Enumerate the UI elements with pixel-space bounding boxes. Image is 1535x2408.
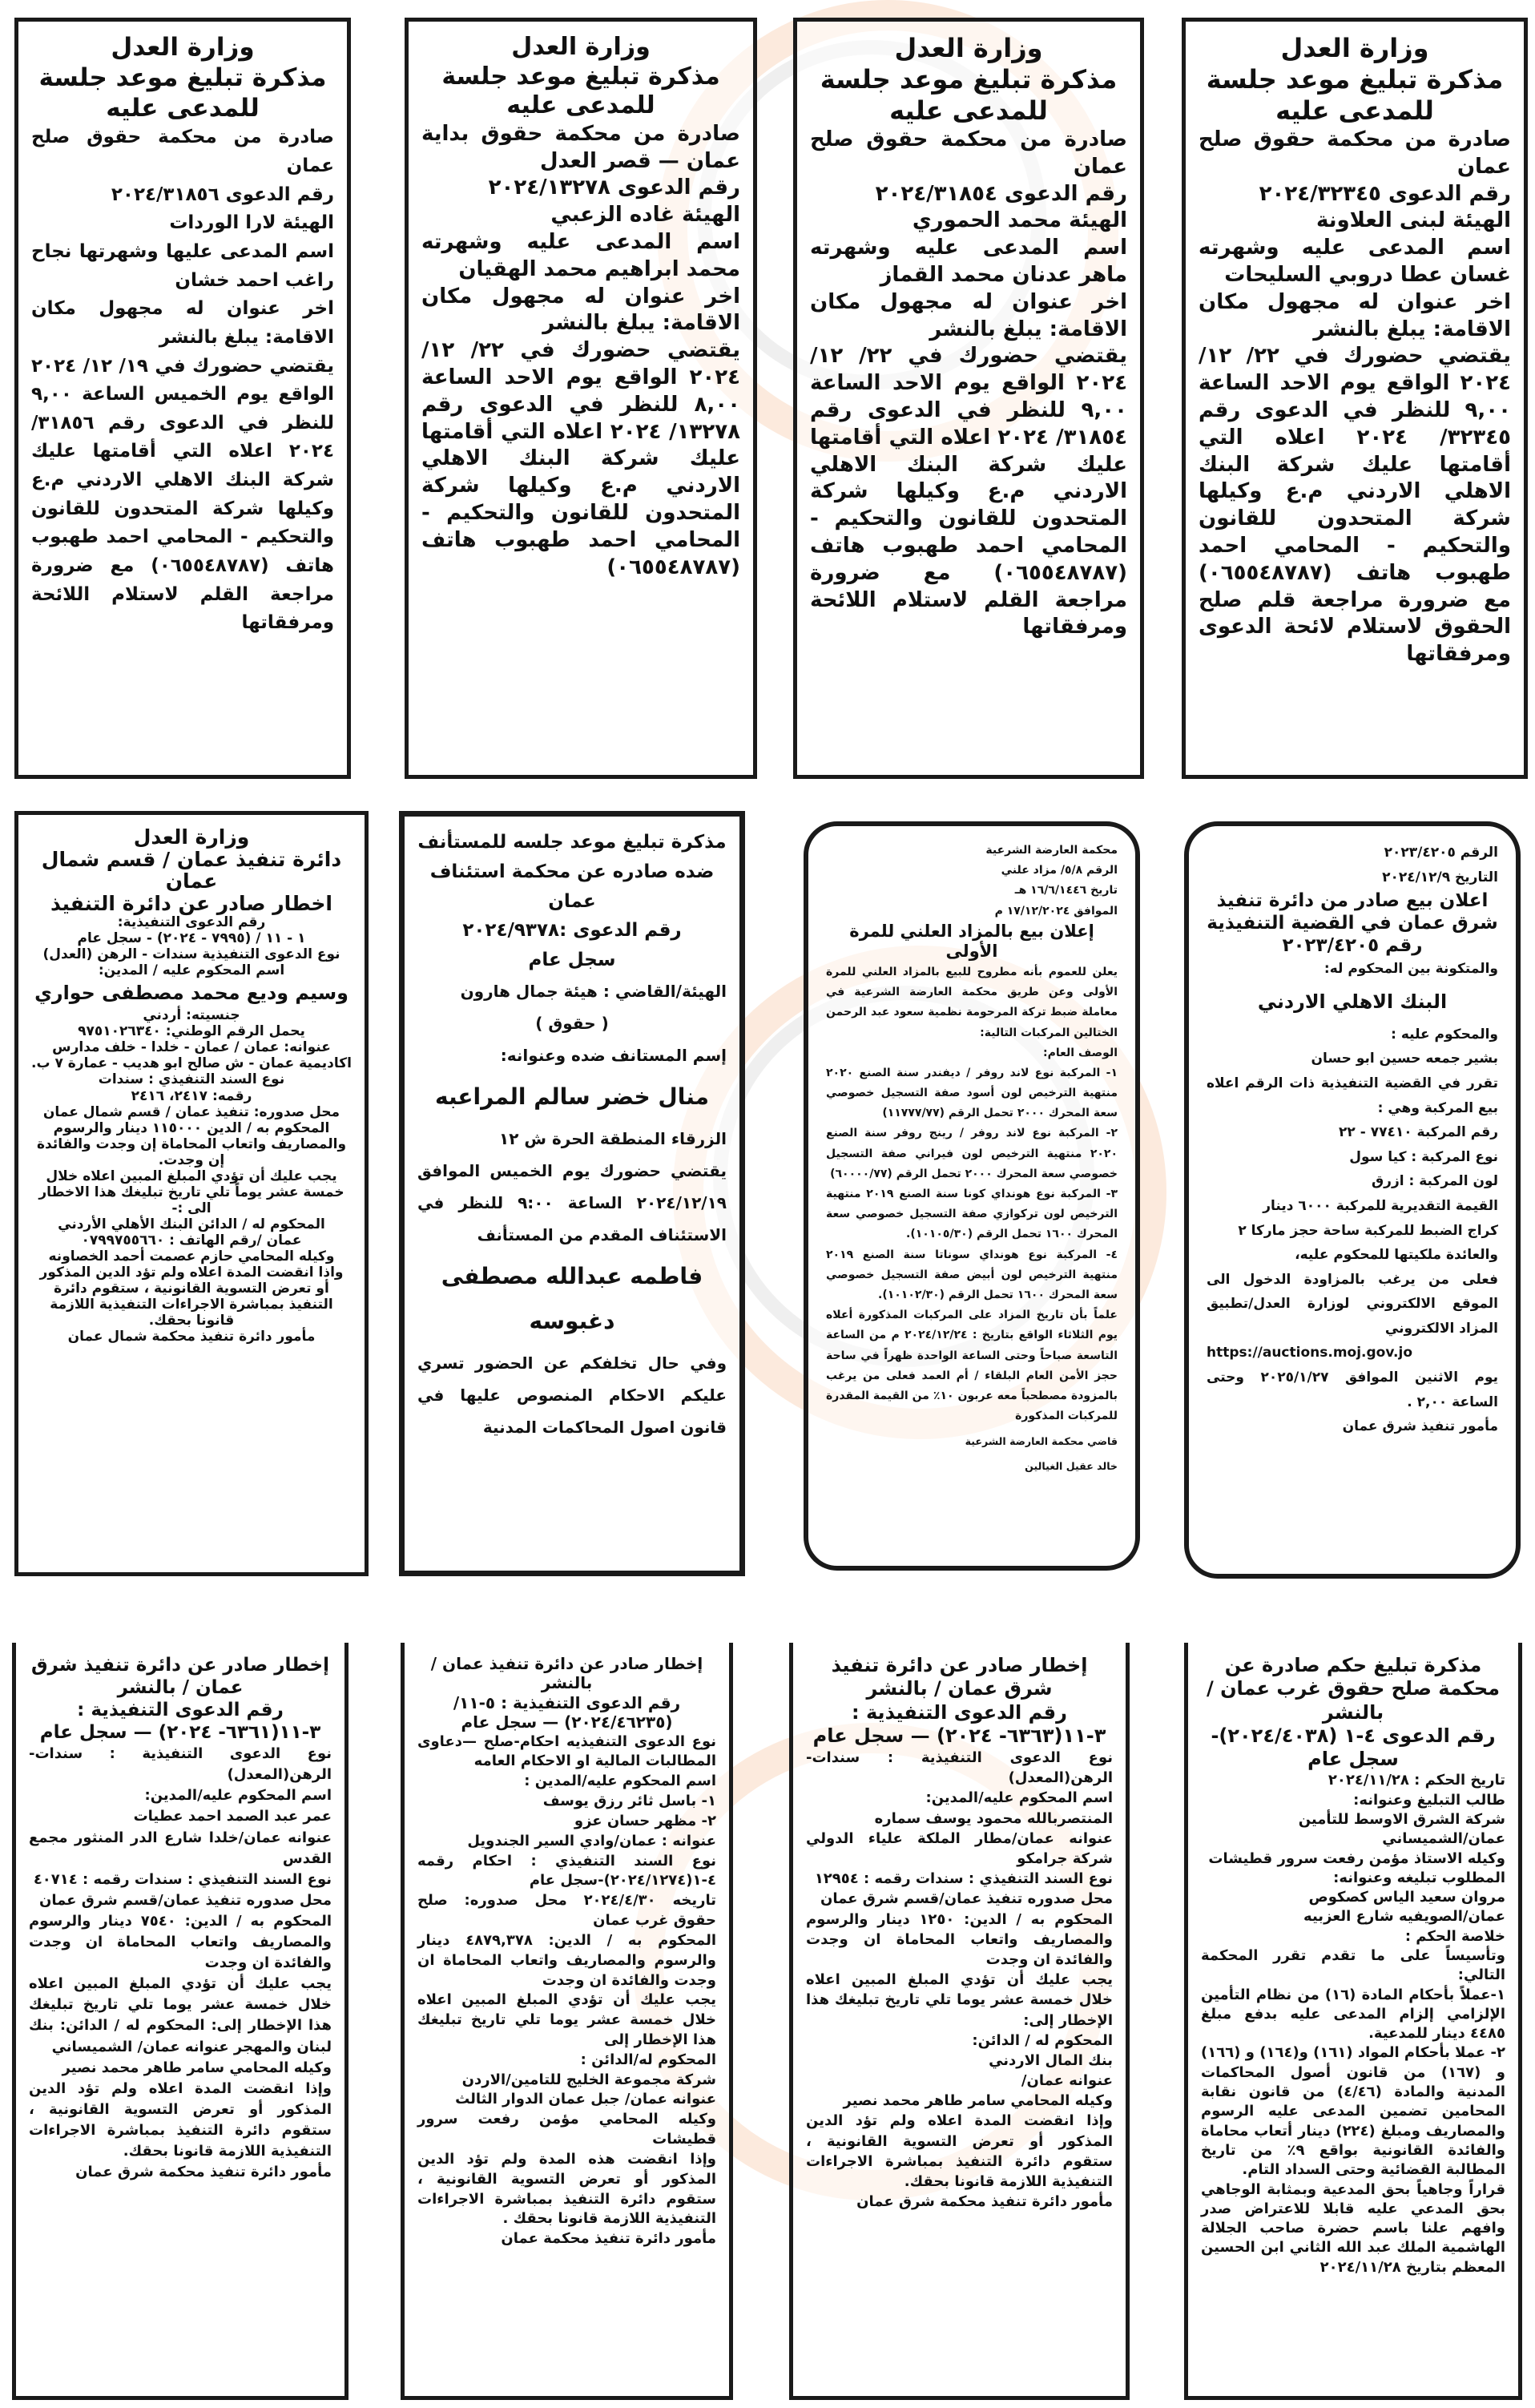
notice-line: ٢- المركبة نوع لاند روفر / رينج روفر سنة الصنع ٢٠٢٠ منتهية الترخيص لون فيراني صفة التسجيل خصوصي سعة المحرك ٢٠٠٠ تحمل الرقم (٦٠٠٠٠/٧٧) (826, 1127, 1118, 1180)
notice-judgment-west-amman (1184, 1643, 1522, 2400)
notice-line: نوع الدعوى التنفيذية سندات - الرهن (العدل) (42, 946, 340, 963)
notice-meta-line: محكمة العارضة الشرعية (985, 844, 1118, 857)
notice-line: نوع الدعوى التنفيذيه احكام-صلح —دعاوى المطالبات المالية او الاحكام العامه (417, 1732, 716, 1770)
notice-line: نوع الدعوى التنفيذية : سندات-الرهن(المعدل) (806, 1749, 1113, 1787)
notice-line: علماً بأن تاريخ المزاد على المركبات المذكورة أعلاه يوم الثلاثاء الواقع بتاريخ : ٢٠٢٤/١٢/٢٤ م من الساعة التاسعة صباحاً وحتى الساعة الواحدة ظهراً في ساحة حجز الأمن العام البلقاء / أم العمد فعلى من يرغب بالمزودة مصطحباً معه عربون ١٠٪ من القيمة المقدرة للمركبات المذكورة (826, 1309, 1118, 1423)
notice-heading: رقم الدعوى التنفيذية : (77, 1700, 284, 1721)
notice-heading: رقم الدعوى التنفيذية : ٥-١١/ (453, 1692, 681, 1712)
notice-line: عنوانه عمان/ (1021, 2072, 1113, 2090)
notice-line: صادرة من محكمة حقوق صلح عمان (31, 127, 334, 177)
notice-line: وكيله الاستاذ مؤمن رفعت سرور قطيشات (1208, 1849, 1505, 1867)
notice-line: عمر عبد الصمد احمد عطيات (133, 1808, 332, 1825)
notice-line: https://auctions.moj.gov.jo (1207, 1345, 1413, 1361)
notice-line: اسم المحكوم عليه/المدين : (524, 1773, 716, 1790)
notice-line: وكيله المحامي مؤمن رفعت سرور قطيشات (417, 2111, 716, 2148)
notice-line: تقرر في القضية التنفيذية ذات الرقم اعلاه بيع المركبة وهي : (1207, 1075, 1498, 1116)
notice-line: الوصف العام: (1043, 1046, 1118, 1059)
notice-meta-line: التاريخ ٢٠٢٤/١٢/٩ (1382, 869, 1498, 885)
notice-line: بنك المال الاردني (989, 2051, 1113, 2069)
notice-line: يقتضي حضورك يوم الخميس الموافق ٢٠٢٤/١٢/١٩ الساعة ٩:٠٠ للنظر في الاستئناف المقدم من المستأنف (417, 1160, 727, 1244)
notice-line: فاطمه عبدالله مصطفى دغبوسه (441, 1262, 703, 1334)
notice-line: يجب عليك أن تؤدي المبلغ المبين اعلاه خلال خمسة عشر يوماً تلي تاريخ تبليغك هذا الاخطار الى :- (38, 1168, 344, 1216)
notice-line: عنوانه عمان/مطار الملكة علياء الدولي شركة جرامكو (806, 1829, 1113, 1867)
notice-line: رقم الدعوى ٢٠٢٤/٣١٨٥٦ (111, 184, 334, 205)
notice-line: عمان/الصويفيه شارع العزبيه (1303, 1908, 1505, 1926)
notice-execution-46235 (401, 1643, 733, 2400)
notice-heading: إخطار صادر عن دائرة تنفيذ شرق عمان / بالنشر (831, 1654, 1088, 1700)
notice-sharia-auction (804, 821, 1140, 1571)
notice-line: يجب عليك أن تؤدي المبلغ المبين اعلاه خلال خمسة عشر يوما تلي تاريخ تبليغك هذا الإخطار إلى (417, 1991, 716, 2048)
notice-line: رقم الدعوى ٢٠٢٤/١٣٢٧٨ (488, 175, 740, 200)
notice-heading: وزارة العدل (511, 33, 651, 61)
notice-line: واذا انقضت المدة اعلاه ولم تؤد الدين المذكور أو تعرض التسوية القانونية ، ستقوم دائرة التنفيذ بمباشرة الاجراءات التنفيذية اللازمة قانونا بحقك. (39, 1265, 344, 1329)
notice-heading: مذكرة تبليغ موعد جلسة للمدعى عليه (1206, 64, 1504, 127)
notice-line: عنوانه : عمان/وادي السير الجندويل (467, 1832, 716, 1849)
notice-heading: مذكرة تبليغ موعد جلسة للمدعى عليه (820, 64, 1118, 127)
notice-heading: وزارة العدل (111, 33, 255, 62)
notice-line: المحكوم له / الدائن: (972, 2031, 1113, 2049)
notice-line: الهيئة لبنى العلاونة (1315, 208, 1511, 233)
notice-line: نوع السند التنفيذي : سندات رقمه : ٤٠٧١٤ (33, 1870, 332, 1888)
notice-heading: إعلان بيع بالمزاد العلني للمرة الأولى (849, 921, 1094, 962)
notice-heading: رقم الدعوى التنفيذية : (852, 1700, 1067, 1724)
notice-line: اسم المدعى عليها وشهرتها نجاح راغب احمد خشان (31, 241, 334, 291)
notice-line: ٢- عملا بأحكام المواد (١٦١) و(١٦٤) و (١٦٦) و (١٦٧) من قانون أصول المحاكمات المدنية والمادة (٤/٤٦) من قانون نقابة المحامين تضمين المدعى عليه الرسوم والمصاريف ومبلغ (٢٢٤) دينار أتعاب محاماة والفائدة القانونية بواقع ٩٪ من تاريخ المطالبة القضائية وحتى السداد التام. (1201, 2044, 1506, 2179)
notice-line: طالب التبليغ وعنوانه: (1353, 1791, 1505, 1809)
notice-execution-north-amman (14, 811, 369, 1576)
notice-hearing-32345 (1182, 18, 1528, 779)
notice-line: وإذا انقضت المدة اعلاه ولم تؤد الدين المذكور أو تعرض التسوية القانونية ، ستقوم دائرة التنفيذ بمباشرة الاجراءات التنفيذية اللازمة قانونا بحقك. (806, 2112, 1113, 2190)
notice-appeal-hearing (399, 811, 745, 1576)
notice-meta-line: الرقم ٢٠٢٣/٤٢٠٥ (1384, 845, 1498, 861)
notice-line: القيمة التقديرية للمركبة ٦٠٠٠ دينار (1263, 1197, 1498, 1214)
notice-line: الزرقاء المنطقة الحرة ش ١٢ (499, 1128, 727, 1148)
notice-line: اسم المحكوم عليه / المدين: (98, 962, 285, 979)
notice-line: خلاصة الحكم : (1404, 1927, 1505, 1945)
notice-heading: مذكرة تبليغ موعد جلسة للمدعى عليه (38, 63, 327, 123)
notice-line: ٣- المركبة نوع هونداي كونا سنة الصنع ٢٠١٩ منتهية الترخيص لون تركوازي صفة التسجيل خصوصي سعة المحرك ١٦٠٠ تحمل الرقم (١٠١٠٥/٣٠). (826, 1188, 1118, 1241)
notice-line: شركة الشرق الاوسط للتأمين (1298, 1810, 1505, 1828)
notice-heading: (٢٠٢٤/٤٦٢٣٥) — سجل عام (461, 1712, 673, 1732)
notice-line: بشير جمعه حسين ابو حسان (1311, 1051, 1498, 1067)
notice-line: مروان سعيد الياس كصكوص (1308, 1889, 1505, 1906)
notice-line: مأمور تنفيذ شرق عمان (1342, 1418, 1498, 1435)
notice-heading: سجل عام (1307, 1748, 1399, 1771)
notice-line: عنوانه عمان/ جبل عمان الدوار الثالث (455, 2091, 716, 2108)
notice-heading: رقم الدعوى ٤-١ (٢٠٢٤/٤٠٣٨)- (1211, 1724, 1496, 1747)
notice-hearing-31856 (14, 18, 351, 779)
notice-execution-6363 (789, 1643, 1130, 2400)
notice-line: كراج الضبط للمركبة ساحة حجز ماركا ٢ (1238, 1222, 1498, 1239)
notice-line: وإذا انقضت المدة اعلاه ولم تؤد الدين المذكور أو تعرض التسوية القانونية ، ستقوم دائرة التنفيذ بمباشرة الاجراءات التنفيذية اللازمة قانونا بحقك. (29, 2079, 332, 2160)
notice-line: نوع السند التنفيذي : سندات (98, 1071, 285, 1088)
notice-line: فعلى من يرغب بالمزاودة الدخول الى الموقع الالكتروني لوزارة العدل/تطبيق المزاد الالكتروني (1207, 1271, 1498, 1337)
notice-line: الهيئة غاده الزعبي (550, 203, 740, 228)
notice-meta-line: الرقم ٥/٨/ مزاد علني (1001, 864, 1118, 877)
notice-line: يجب عليك أن تؤدي المبلغ المبين اعلاه خلال خمسة عشر يوما تلي تاريخ تبليغك هذا الإخطار إلى: المحكوم له / الدائن: بنك لبنان والمهجر عنوانه عمان/ الشميساني (29, 1975, 332, 2055)
notice-line: اسم المدعى عليه وشهرته ماهر عدنان محمد القماز (810, 236, 1127, 288)
notice-line: وتأسيساً على ما تقدم تقرر المحكمة التالي: (1201, 1947, 1505, 1984)
notice-line: رقم الدعوى ٢٠٢٤/٣١٨٥٤ (875, 181, 1127, 206)
notice-heading: وزارة العدل (133, 825, 250, 849)
notice-heading: دائرة تنفيذ عمان / قسم شمال عمان (41, 847, 342, 893)
notice-line: مأمور دائرة تنفيذ محكمة عمان (501, 2230, 716, 2248)
notice-line: صادرة من محكمة حقوق صلح عمان (810, 127, 1127, 179)
notice-line: اسم المدعى عليه وشهرته محمد ابراهيم محمد الهقيان (421, 229, 740, 281)
notice-line: عنوانه: عمان / عمان - خلدا - خلف مدارس اكاديمية عمان - ش صالح ابو هديب - عمارة ٧ ب. (31, 1039, 352, 1072)
notice-meta-line: الموافق ١٧/١٢/٢٠٢٤ م (994, 904, 1118, 918)
notice-line: اخر عنوان له مجهول مكان الاقامة: يبلغ بالنشر (421, 284, 740, 336)
notice-line: ١- المركبة نوع لاند روفر / ديفندر سنة الصنع ٢٠٢٠ منتهية الترخيص لون أسود صفة التسجيل خصوصي سعة المحرك ٢٠٠٠ تحمل الرقم (١١٧٧٧/٧٧) (826, 1066, 1118, 1120)
notice-signature: قاضي محكمة العارضة الشرعية (965, 1435, 1118, 1448)
notice-heading: مذكرة تبليغ موعد جلسة للمدعى عليه (441, 62, 720, 120)
notice-heading: مذكرة تبليغ حكم صادرة عن محكمة صلح حقوق غرب عمان /بالنشر (1206, 1654, 1501, 1724)
notice-line: شركة مجموعة الخليج للتامين/الاردن (461, 2071, 716, 2088)
notice-line: اسم المحكوم عليه/المدين: (925, 1789, 1113, 1807)
notice-line: اخر عنوان له مجهول مكان الاقامة: يبلغ بالنشر (810, 289, 1127, 341)
notice-line: ١- باسل ثائر رزق يوسف (542, 1793, 716, 1810)
notice-line: والمتكونة بين المحكوم له: (1323, 961, 1498, 978)
notice-line: مأمور دائرة تنفيذ محكمة شمال عمان (67, 1329, 316, 1345)
notice-line: رقمه: ٢٤١٧، ٢٤١٦ (131, 1087, 252, 1104)
notice-line: جنسيته: أردني (143, 1007, 240, 1024)
notice-heading: اخطار صادر عن دائرة التنفيذ (50, 891, 332, 915)
notice-line: وكيله المحامي حازم عصمت أحمد الخصاونه (48, 1248, 335, 1265)
notice-sale-east-amman (1184, 821, 1521, 1579)
notice-execution-6361 (12, 1643, 348, 2400)
notice-line: وإذا انقضت هذه المدة ولم تؤد الدين المذكور أو تعرض التسوية القانونية ، ستقوم دائرة التنفيذ بمباشرة الاجراءات التنفيذية اللازمة قانونا بحقك . (417, 2150, 716, 2228)
notice-line: محل صدوره تنفيذ عمان/قسم شرق عمان (38, 1891, 332, 1909)
notice-line: عمان/الشميساني (1382, 1830, 1505, 1848)
notice-line: الهيئة/القاضي : هيئة جمال هارون (460, 981, 727, 1001)
notice-heading: وزارة العدل (894, 33, 1043, 63)
notice-meta-line: تاريخ ١٦/٦/١٤٤٦ هـ (1014, 884, 1118, 897)
notice-line: يقتضي حضورك في ٢٢/ ١٢/ ٢٠٢٤ الواقع يوم الاحد الساعة ٩,٠٠ للنظر في الدعوى رقم ٣١٨٥٤/ ٢٠٢٤ اعلاه التي أقامتها عليك شركة البنك الاهلي الاردني م.ع وكيلها شركة المتحدون للقانون والتحكيم - المحامي احمد طهبوب هاتف (٠٦٥٥٤٨٧٨٧) مع ضرورة مراجعة القلم لاستلام اللائحة ومرفقاتها (810, 344, 1127, 639)
notice-line: ١ - ١١ / (٧٩٩٥ - ٢٠٢٤) - سجل عام (77, 930, 306, 947)
notice-line: يوم الاثنين الموافق ٢٠٢٥/١/٢٧ وحتى الساعة ٢,٠٠ . (1207, 1369, 1498, 1410)
notice-line: لون المركبة : ازرق (1371, 1173, 1498, 1190)
notice-line: والعائدة ملكيتها للمحكوم عليه، (1295, 1247, 1498, 1264)
notice-hearing-31854 (793, 18, 1144, 779)
notice-heading: وزارة العدل (1280, 33, 1429, 63)
notice-line: يقتضي حضورك في ٢٢/ ١٢/ ٢٠٢٤ الواقع يوم الاحد الساعة ٨,٠٠ للنظر في الدعوى رقم ١٣٢٧٨/ ٢٠٢٤ اعلاه التي أقامتها عليك شركة البنك الاهلي الاردني م.ع وكيلها شركة المتحدون للقانون والتحكيم - المحامي احمد طهبوب هاتف (٠٦٥٥٤٨٧٨٧) (421, 338, 740, 579)
notice-line: محل صدوره: تنفيذ عمان / قسم شمال عمان (42, 1103, 340, 1120)
notice-line: محل صدوره تنفيذ عمان/قسم شرق عمان (820, 1890, 1113, 1908)
notice-heading: اعلان بيع صادر من دائرة تنفيذ شرق عمان في القضية التنفيذية رقم ٢٠٢٣/٤٢٠٥ (1207, 890, 1498, 957)
notice-line: المحكوم به / الدين: ١٢٥٠ دينار والرسوم والمصاريف واتعاب المحاماة ان وجدت والفائدة ان وجدت (806, 1910, 1113, 1968)
notice-line: ( حقوق ) (535, 1013, 609, 1033)
notice-heading: مذكرة تبليغ موعد جلسه للمستأنف ضده صادره عن محكمة استئناف عمان (417, 832, 727, 912)
notice-line: اخر عنوان له مجهول مكان الاقامة: يبلغ بالنشر (31, 298, 334, 348)
notice-line: الهيئة محمد الحموري (912, 208, 1127, 233)
notice-line: ١-عملاً بأحكام المادة (١٦) من نظام التأمين الإلزامي إلزام المدعى عليه بدفع مبلغ ٤٤٨٥ دينار للمدعية. (1201, 1986, 1505, 2043)
notice-line: يقتضي حضورك في ٢٢/ ١٢/ ٢٠٢٤ الواقع يوم الاحد الساعة ٩,٠٠ للنظر في الدعوى رقم ٣٢٣٤٥/ ٢٠٢٤ اعلاه التي أقامتها عليك شركة البنك الاهلي الاردني م.ع وكيلها شركة المتحدون للقانون والتحكيم - المحامي احمد طهبوب هاتف (٠٦٥٥٤٨٧٨٧) مع ضرورة مراجعة قلم صلح الحقوق لاستلام لائحة الدعوى ومرفقاتها (1199, 344, 1511, 667)
notice-signature: خالد عقيل الغيالين (1025, 1459, 1118, 1472)
notice-line: عنوانه عمان/خلدا شارع الدر المنثور مجمع القدس (29, 1829, 332, 1867)
notice-line: الهيئة لارا الوردات (169, 212, 334, 234)
notice-line: رقم المركبة ٧٧٤١٠ - ٢٢ (1339, 1124, 1498, 1141)
notice-line: المطلوب تبليغه وعنوانه: (1333, 1869, 1505, 1886)
notice-line: صادرة من محكمة حقوق بداية عمان — قصر العدل (421, 121, 740, 173)
notice-heading: إخطار صادر عن دائرة تنفيذ شرق عمان / بالنشر (30, 1655, 330, 1699)
notice-line: ٤- المركبة نوع هونداي سوناتا سنة الصنع ٢٠١٩ منتهية الترخيص لون أبيض صفة التسجيل خصوصي سعة المحرك ١٦٠٠ تحمل الرقم (١٠١٠٢/٣٠). (826, 1248, 1118, 1301)
notice-line: ٢- مظهر حسان عزو (574, 1812, 716, 1829)
notice-line: صادرة من محكمة حقوق صلح عمان (1199, 127, 1511, 179)
notice-line: نوع الدعوى التنفيذية : سندات-الرهن(المعدل) (29, 1745, 332, 1784)
notice-line: المحكوم له/الدائن : (580, 2051, 716, 2068)
notice-line: وسيم وديع محمد مصطفى حواري (34, 982, 348, 1005)
notice-line: يقتضي حضورك في ١٩/ ١٢/ ٢٠٢٤ الواقع يوم الخميس الساعة ٩,٠٠ للنظر في الدعوى رقم ٣١٨٥٦/ ٢٠٢٤ اعلاه التي أقامتها عليك شركة البنك الاهلي الاردني م.ع وكيلها شركة المتحدون للقانون والتحكيم - المحامي احمد طهبوب هاتف (٠٦٥٥٤٨٧٨٧) مع ضرورة مراجعة القلم لاستلام اللائحة ومرفقاتها (31, 355, 334, 634)
notice-line: تاريخه ٢٠٢٤/٤/٣٠ محل صدوره: صلح حقوق غرب عمان (417, 1892, 716, 1930)
notice-line: يجب عليك أن تؤدي المبلغ المبين اعلاه خلال خمسة عشر يوما تلي تاريخ تبليغك هذا الإخطار إلى: (806, 1971, 1113, 2029)
notice-line: يحمل الرقم الوطني: ٩٧٥١٠٢٦٣٤٠ (78, 1023, 305, 1040)
notice-line: إسم المستانف ضده وعنوانه: (500, 1045, 727, 1065)
notice-line: المحكوم به / الدين ١١٥٠٠٠ دينار والرسوم والمصاريف واتعاب المحاماة إن وجدت والفائدة إن وجدت. (36, 1119, 347, 1168)
notice-line: منال خضر سالم المراعبه (435, 1083, 709, 1110)
notice-line: نوع السند التنفيذي : سندات رقمه : ١٢٩٥٤ (814, 1870, 1113, 1888)
notice-line: نوع السند التنفيذي : احكام رقمه ٤-١(٢٠٢٤/١٢٧٤)-سجل عام (417, 1852, 716, 1890)
notice-line: اخر عنوان له مجهول مكان الاقامة: يبلغ بالنشر (1199, 289, 1511, 341)
notice-heading: رقم الدعوى :٢٠٢٤/٩٣٧٨ (462, 920, 682, 942)
notice-line: البنك الاهلي الاردني (1257, 990, 1448, 1013)
notice-heading: إخطار صادر عن دائرة تنفيذ عمان / بالنشر (430, 1654, 703, 1693)
notice-line: المحكوم له / الدائن البنك الأهلي الأردني (58, 1216, 325, 1232)
notice-line: وكيله المحامي سامر طاهر محمد نصير (62, 2059, 332, 2076)
notice-line: نوع المركبة : كيا سول (1349, 1148, 1498, 1165)
notice-heading: ٣-١١(٦٣٦١- ٢٠٢٤) — سجل عام (39, 1722, 321, 1744)
notice-line: وكيله المحامي سامر طاهر محمد نصير (843, 2092, 1113, 2110)
notice-line: عمان /رقم الهاتف : ٠٧٩٩٧٥٥٦٦٠ (81, 1232, 302, 1248)
notice-line: مأمور دائرة تنفيذ محكمة شرق عمان (75, 2164, 332, 2181)
notice-line: قراراً وجاهياً بحق المدعية وبمثابة الوجاهي بحق المدعي عليه قابلا للاعتراض صدر وافهم علنا باسم حضرة صاحب الجلالة الهاشمية الملك عبد الله الثاني ابن الحسين المعظم بتاريخ ٢٠٢٤/١١/٢٨ (1201, 2180, 1505, 2276)
notice-line: المحكوم به / الدين: ٧٥٤٠ دينار والرسوم والمصاريف واتعاب المحاماة ان وجدت والفائدة ان وجدت (29, 1912, 332, 1972)
notice-line: رقم الدعوى التنفيذية: (117, 914, 266, 930)
notice-heading: ٣-١١(٦٣٦٣- ٢٠٢٤) — سجل عام (812, 1724, 1106, 1747)
notice-line: يعلن للعموم بأنه مطروح للبيع بالمزاد العلني للمرة الأولى وعن طريق محكمة العارضة الشرعية في معاملة ضبط تركة المرحومة نظمية سعود عبد الرحمن الختالين المركبات التالية: (826, 965, 1118, 1039)
notice-line: والمحكوم عليه : (1391, 1026, 1498, 1043)
notice-line: اسم المحكوم عليه/المدين: (144, 1787, 332, 1805)
notice-line: مأمور دائرة تنفيذ محكمة شرق عمان (856, 2193, 1113, 2211)
notice-line: اسم المدعى عليه وشهرته غسان عطا دروبي السليحات (1199, 236, 1511, 288)
notice-line: المحكوم به / الدين: ٤٨٧٩,٣٧٨ دينار والرسوم والمصاريف واتعاب المحاماة ان وجدت والفائدة ان وجدت (417, 1931, 716, 1989)
notice-line: المنتصربالله محمود يوسف سماره (874, 1809, 1113, 1827)
notice-hearing-13278 (405, 18, 757, 779)
notice-heading: سجل عام (528, 950, 616, 971)
notice-line: رقم الدعوى ٢٠٢٤/٣٢٣٤٥ (1259, 181, 1511, 206)
notice-line: وفي حال تخلفكم عن الحضور تسري عليكم الاحكام المنصوص عليها في قانون اصول المحاكمات المدنية (417, 1353, 727, 1437)
notice-line: تاريخ الحكم : ٢٠٢٤/١١/٢٨ (1328, 1772, 1505, 1789)
